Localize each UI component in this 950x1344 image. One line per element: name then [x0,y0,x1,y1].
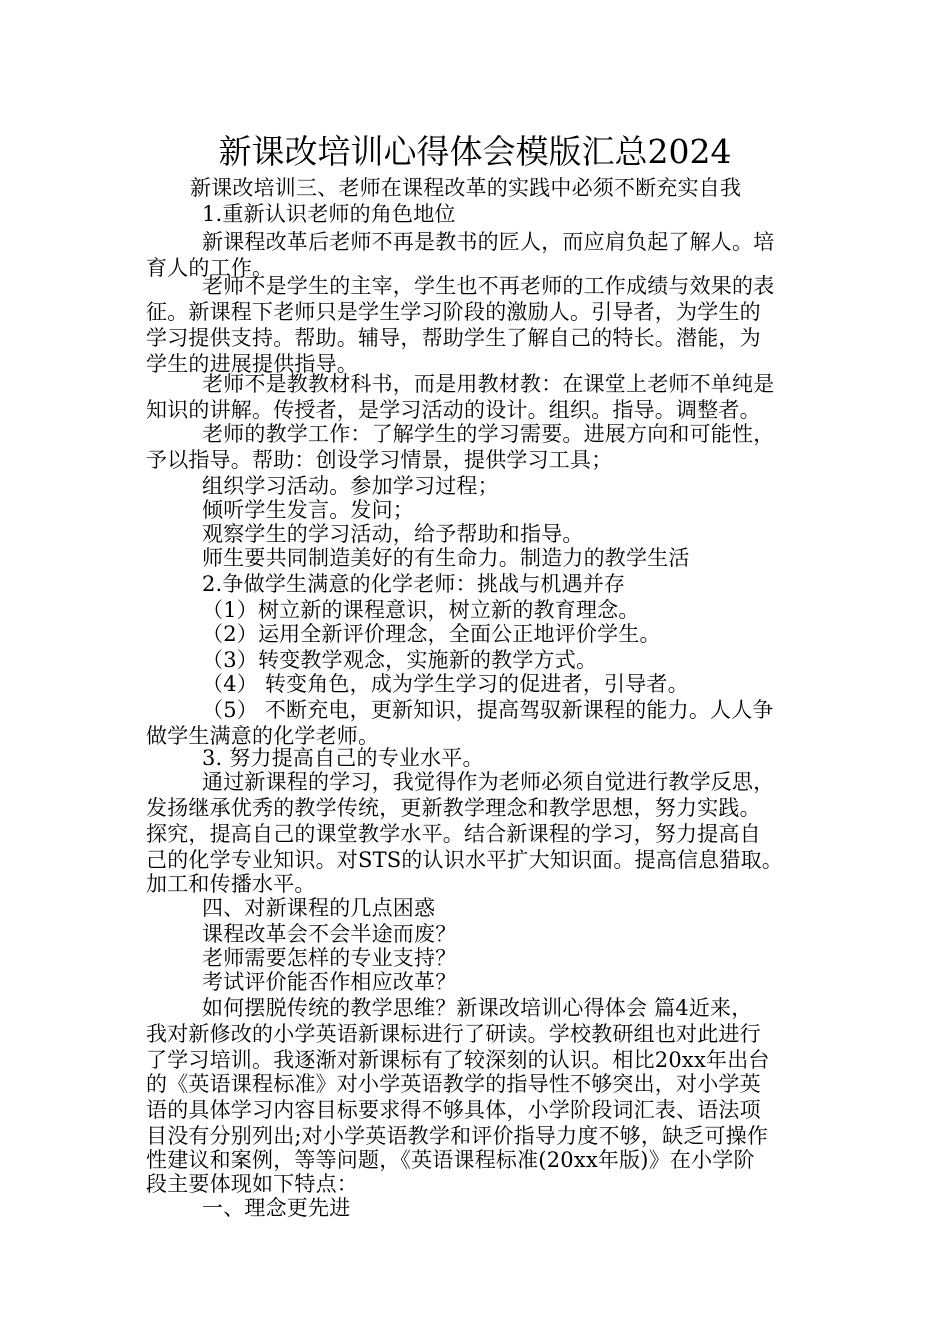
text-line: （2）运用全新评价理念，全面公正地评价学生。 [202,622,661,646]
text-line: 一、理念更先进 [202,1196,351,1220]
text-line: 四、对新课程的几点困惑 [202,896,436,920]
text-line: 老师需要怎样的专业支持？ [202,946,457,970]
text-line: 加工和传播水平。 [146,872,316,896]
text-line: 做学生满意的化学老师。 [146,724,380,748]
text-line: 语的具体学习内容目标要求得不够具体，小学阶段词汇表、语法项 [146,1098,761,1122]
text-line: （5） 不断充电，更新知识，提高驾驭新课程的能力。人人争 [202,698,774,722]
text-line: 倾听学生发言。发问； [202,498,414,522]
text-line: 知识的讲解。传授者，是学习活动的设计。组织。指导。调整者。 [146,398,761,422]
text-line: 2.争做学生满意的化学老师：挑战与机遇并存 [202,572,626,596]
text-line: 了学习培训。我逐渐对新课标有了较深刻的认识。相比20xx年出台 [146,1048,770,1072]
text-line: 征。新课程下老师只是学生学习阶段的激励人。引导者，为学生的 [146,300,761,324]
text-line: 师生要共同制造美好的有生命力。制造力的教学生活 [202,546,690,570]
text-line: 学生的进展提供指导。 [146,352,358,376]
text-line: （1）树立新的课程意识，树立新的教育理念。 [202,598,640,622]
document-title: 新课改培训心得体会模版汇总2024 [218,132,732,171]
text-line: 3. 努力提高自己的专业水平。 [202,746,484,770]
text-line: 予以指导。帮助：创设学习情景，提供学习工具； [146,448,613,472]
text-line: 新课改培训三、老师在课程改革的实践中必须不断充实自我 [190,176,742,200]
text-line: 段主要体现如下特点： [146,1172,358,1196]
text-line: （3）转变教学观念，实施新的教学方式。 [202,648,598,672]
text-line: 我对新修改的小学英语新课标进行了研读。学校教研组也对此进行 [146,1022,761,1046]
text-line: 老师不是教教材科书，而是用教材教：在课堂上老师不单纯是 [202,372,775,396]
text-line: 老师不是学生的主宰，学生也不再老师的工作成绩与效果的表 [202,274,775,298]
text-line: 组织学习活动。参加学习过程； [202,474,499,498]
text-line: 考试评价能否作相应改革？ [202,970,457,994]
text-line: 己的化学专业知识。对STS的认识水平扩大知识面。提高信息猎取。 [146,848,783,872]
text-line: 学习提供支持。帮助。辅导，帮助学生了解自己的特长。潜能，为 [146,326,761,350]
text-line: 1.重新认识老师的角色地位 [202,202,456,226]
text-line: 课程改革会不会半途而废？ [202,922,457,946]
text-line: 老师的教学工作：了解学生的学习需要。进展方向和可能性， [202,422,775,446]
text-line: 育人的工作。 [146,256,274,280]
text-line: 通过新课程的学习，我觉得作为老师必须自觉进行教学反思， [202,770,775,794]
text-line: 如何摆脱传统的教学思维？新课改培训心得体会 篇4近来， [202,996,753,1020]
text-line: 性建议和案例，等等问题，《英语课程标准(20xx年版)》在小学阶 [146,1148,755,1172]
text-line: 发扬继承优秀的教学传统，更新教学理念和教学思想，努力实践。 [146,796,761,820]
text-line: 的《英语课程标准》对小学英语教学的指导性不够突出，对小学英 [146,1072,761,1096]
text-line: 新课程改革后老师不再是教书的匠人，而应肩负起了解人。培 [202,230,775,254]
text-line: （4） 转变角色，成为学生学习的促进者，引导者。 [202,672,689,696]
text-line: 目没有分别列出;对小学英语教学和评价指导力度不够，缺乏可操作 [146,1124,769,1148]
text-line: 探究，提高自己的课堂教学水平。结合新课程的学习，努力提高自 [146,822,761,846]
text-line: 观察学生的学习活动，给予帮助和指导。 [202,522,584,546]
